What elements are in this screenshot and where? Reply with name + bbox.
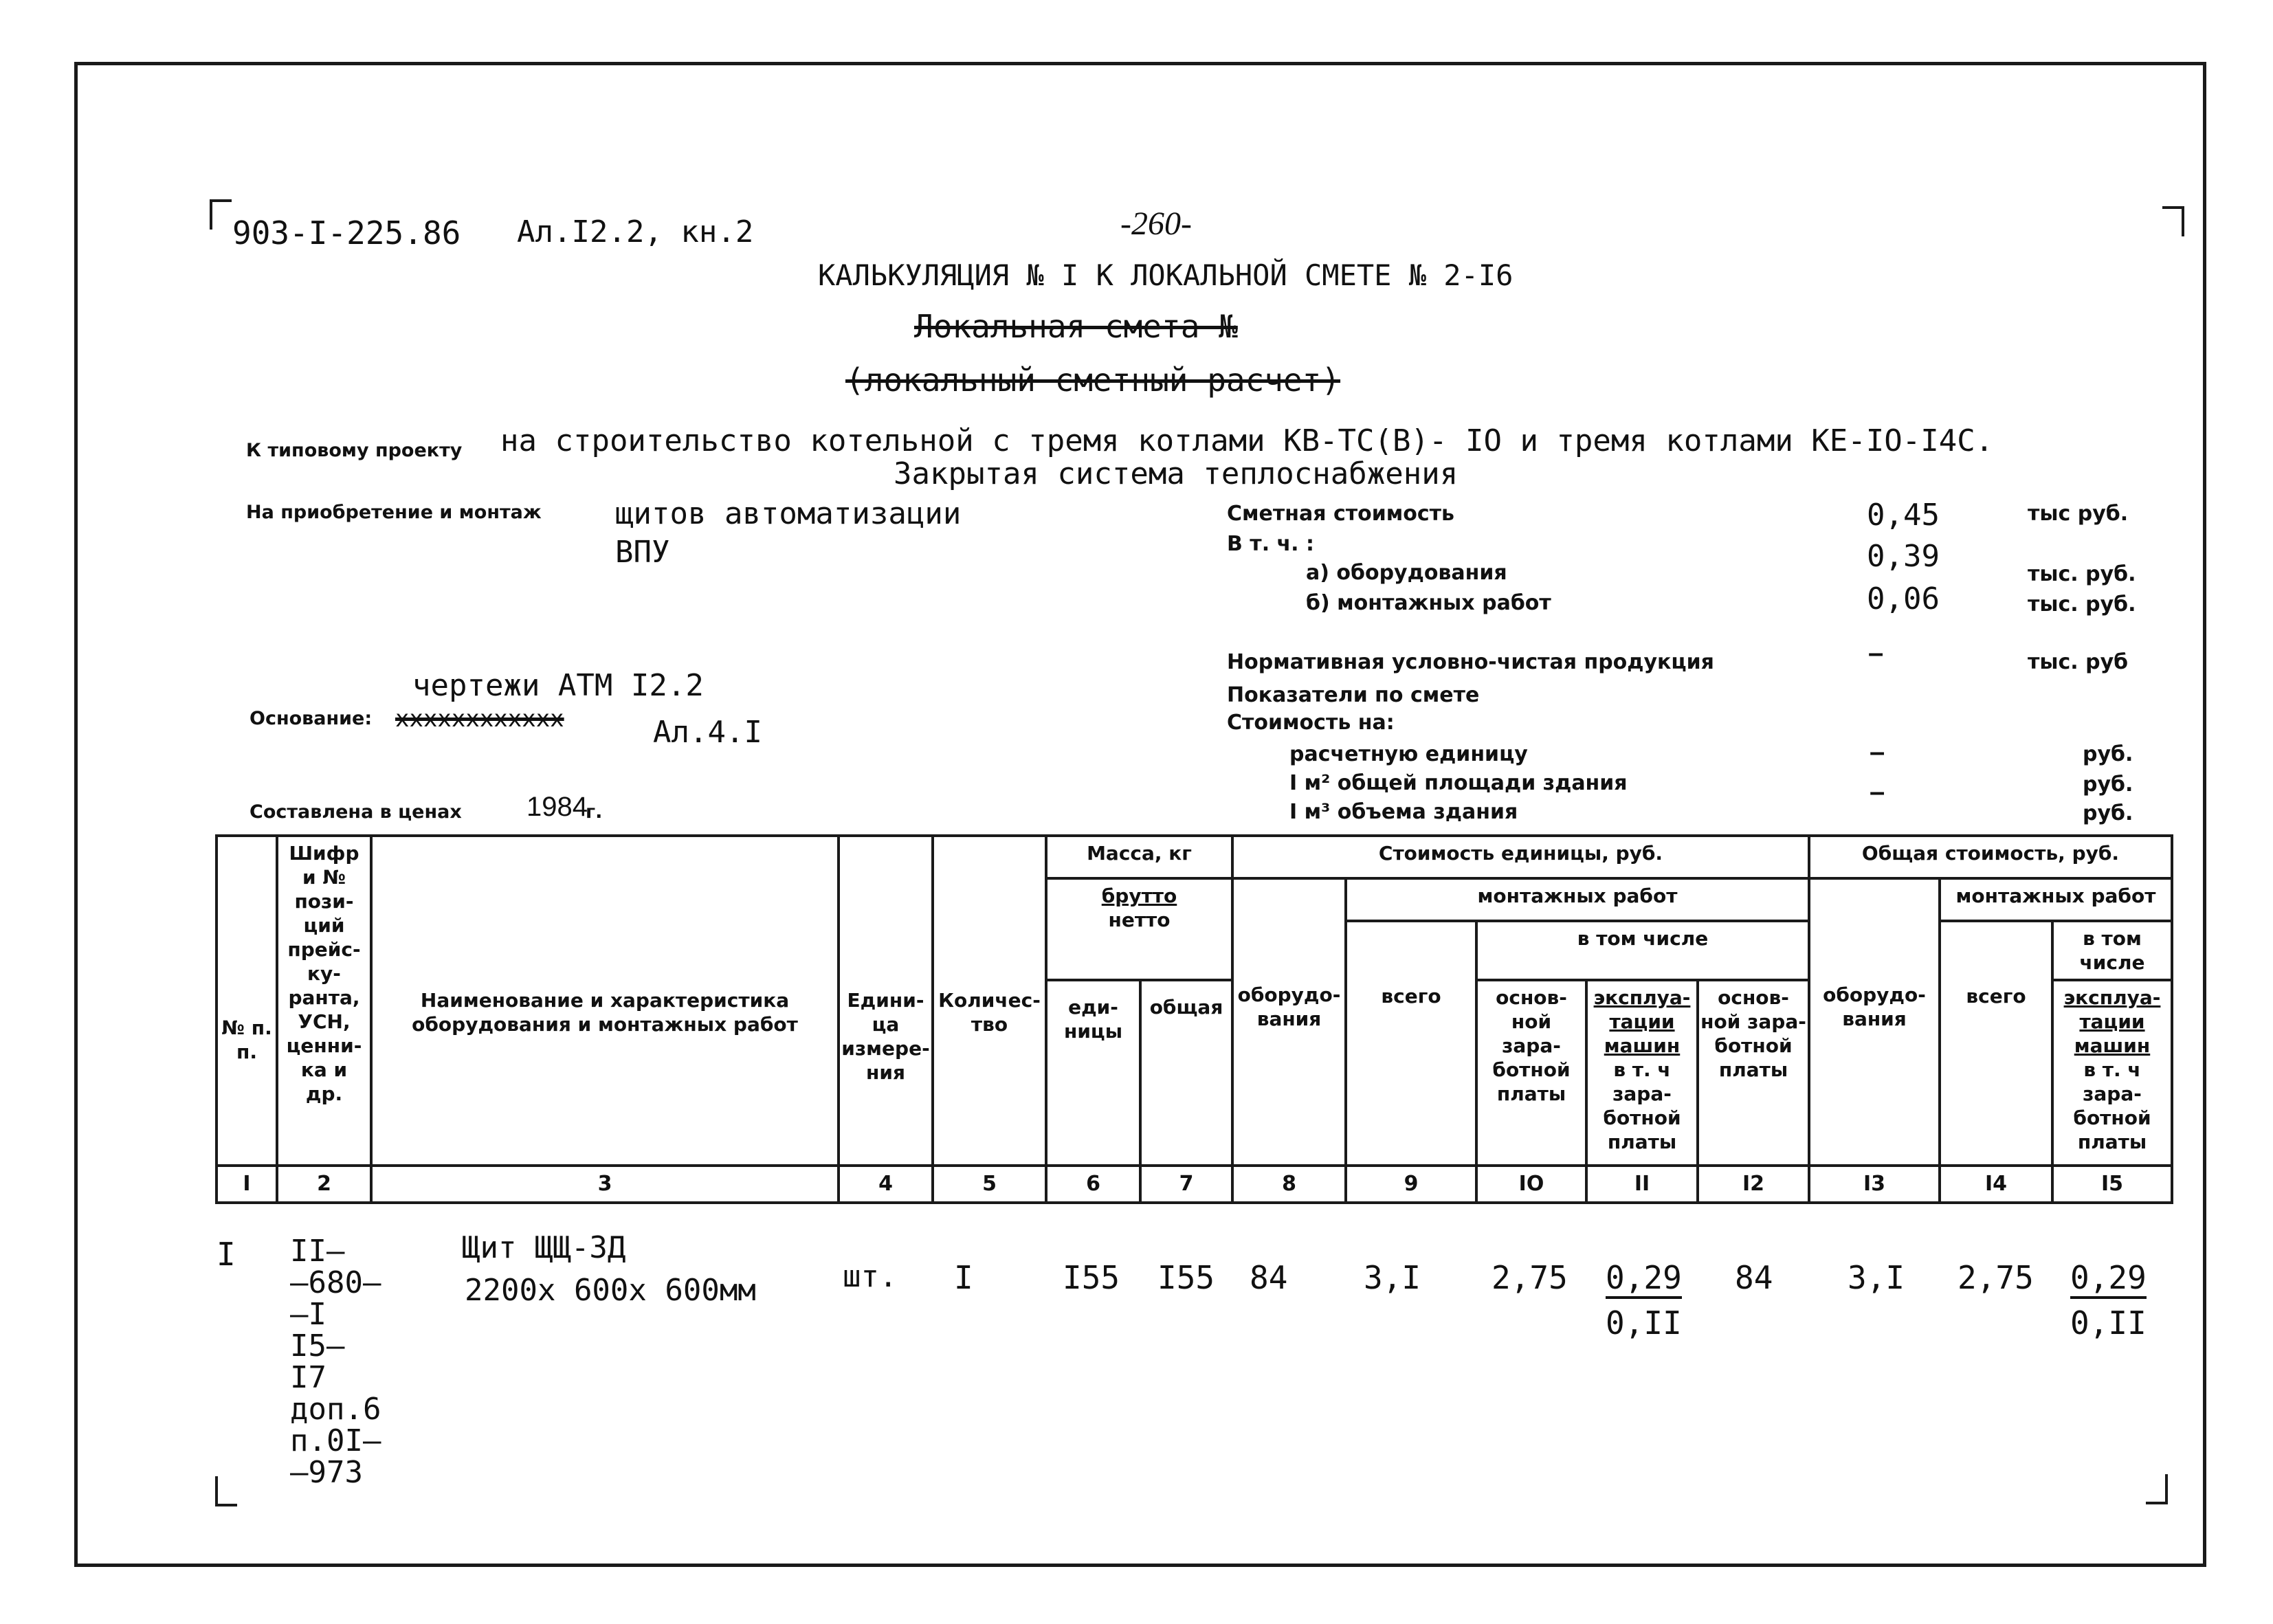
column-number: 7 [1140,1166,1232,1203]
column-number: 5 [933,1166,1046,1203]
basis-struck-text: хххххххххххх [395,705,564,733]
row-machines: 0,29 [1606,1259,1682,1299]
column-number: I4 [1940,1166,2052,1203]
basis-line-2: Ал.4.I [653,715,762,750]
row-total-equipment: 84 [1735,1259,1773,1296]
estimated-cost-unit: тыс руб. [2028,502,2129,526]
corner-mark-top-right [2162,206,2184,236]
header-total-machines: эксплуа- тации машин в т. ч зара- ботной платы [2052,980,2172,1166]
header-total-install-incl: в том числе [2052,921,2172,980]
equipment-cost-unit: тыс. руб. [2028,562,2136,586]
purpose-line-1: щитов автоматизации [615,496,962,531]
column-number: IO [1476,1166,1586,1203]
column-number: 2 [277,1166,371,1203]
row-equipment: 84 [1250,1259,1288,1296]
per-unit-value: – [1870,737,1885,767]
header-total-install: монтажных работ [1940,878,2172,921]
column-number: 8 [1232,1166,1346,1203]
header-equipment: оборудо- вания [1232,878,1346,1166]
row-install-all: 3,I [1364,1259,1421,1296]
per-area-value: – [1870,777,1885,807]
header-name: Наименование и характеристика оборудования и монтажных работ [371,836,839,1166]
album-reference: Ал.I2.2, кн.2 [517,214,754,249]
column-number: 4 [839,1166,933,1203]
struck-title-local-estimate: Локальная смета № [914,308,1238,345]
column-number: I2 [1698,1166,1809,1203]
per-area-unit: руб. [2083,772,2133,797]
estimated-cost-value: 0,45 [1867,498,1940,533]
column-number: 3 [371,1166,839,1203]
column-number: I3 [1809,1166,1940,1203]
column-number: 9 [1346,1166,1476,1203]
prices-label: Составлена в ценах [250,801,462,823]
including-label: В т. ч. : [1227,532,1314,556]
row-mass-unit: I55 [1063,1259,1120,1296]
header-qty: Количес- тво [933,836,1046,1166]
header-mass-total: общая [1140,980,1232,1166]
row-wage: 2,75 [1492,1259,1568,1296]
row-mass-total: I55 [1157,1259,1215,1296]
estimated-cost-label: Сметная стоимость [1227,502,1455,526]
install-cost-label: б) монтажных работ [1306,591,1551,615]
header-install-incl: в том числе [1476,921,1809,980]
indicators-label: Показатели по смете [1227,683,1480,707]
equipment-cost-label: а) оборудования [1306,561,1507,585]
row-name-line-1: Щит ЩЩ-ЗД [462,1230,626,1265]
row-total-machines-wage: 0,II [2070,1304,2147,1342]
net-product-value: – [1868,638,1884,668]
column-number: II [1586,1166,1698,1203]
row-name-line-2: 2200х 600х 600мм [465,1273,756,1308]
per-area-label: I м² общей площади здания [1289,771,1628,795]
doc-code: 903-I-225.86 [232,214,461,252]
header-total-install-all: всего [1940,921,2052,1166]
row-total-install-all: 3,I [1848,1259,1905,1296]
header-unit-cost: Стоимость единицы, руб. [1232,836,1809,878]
header-wage: основ- ной зара- ботной платы [1476,980,1586,1166]
header-install: монтажных работ [1346,878,1809,921]
basis-label: Основание: [250,708,373,729]
header-total-wage: основ- ной зара- ботной платы [1698,980,1809,1166]
purpose-label: На приобретение и монтаж [246,502,542,523]
header-unit: Едини- ца измере- ния [839,836,933,1166]
header-code: Шифр и № пози- ций прейс- ку- ранта, УСН, ценни- ка и др. [277,836,371,1166]
prices-year-suffix: г. [586,801,603,823]
purpose-line-2: ВПУ [615,535,670,570]
column-number-row [217,1166,2172,1203]
per-volume-unit: руб. [2083,801,2133,825]
header-total-equipment: оборудо- вания [1809,878,1940,1166]
net-product-label: Нормативная условно-чистая продукция [1227,650,1714,674]
corner-mark-top-left [210,199,232,230]
install-cost-value: 0,06 [1867,581,1940,616]
row-total-machines: 0,29 [2070,1259,2147,1299]
basis-line-1: чертежи АТМ I2.2 [412,668,704,703]
corner-mark-bottom-left [215,1476,237,1506]
cost-on-label: Стоимость на: [1227,711,1395,735]
row-unit: шт. [843,1259,898,1294]
header-brutto-netto: брутто нетто [1046,878,1232,980]
net-product-unit: тыс. руб [2028,650,2129,674]
project-label: К типовому проекту [246,440,463,461]
prices-year: 1984 [526,792,588,822]
column-number: I5 [2052,1166,2172,1203]
header-install-all: всего [1346,921,1476,1166]
row-code: II– –680– –I I5– I7 доп.6 п.0I– –973 [290,1234,381,1490]
per-unit-label: расчетную единицу [1289,742,1528,766]
header-mass-unit: еди- ницы [1046,980,1140,1166]
project-line-2: Закрытая система теплоснабжения [894,456,1459,491]
per-volume-label: I м³ объема здания [1289,800,1518,824]
header-mass: Масса, кг [1046,836,1232,878]
install-cost-unit: тыс. руб. [2028,592,2136,616]
row-qty: I [954,1259,973,1296]
per-unit-unit: руб. [2083,742,2133,766]
column-number: I [217,1166,277,1203]
struck-title-local-calculation: (локальный сметный расчет) [845,361,1341,399]
row-no: I [217,1236,236,1273]
header-total-cost: Общая стоимость, руб. [1809,836,2172,878]
corner-mark-bottom-right [2146,1474,2168,1504]
equipment-cost-value: 0,39 [1867,539,1940,574]
row-total-wage: 2,75 [1958,1259,2034,1296]
header-machines: эксплуа- тации машин в т. ч зара- ботной платы [1586,980,1698,1166]
document-title: КАЛЬКУЛЯЦИЯ № I К ЛОКАЛЬНОЙ СМЕТЕ № 2-I6 [818,258,1514,292]
header-no: № п. п. [217,836,277,1166]
project-line-1: на строительство котельной с тремя котлами КВ-ТС(В)- IO и тремя котлами КЕ-IO-I4С. [500,423,1994,458]
column-number: 6 [1046,1166,1140,1203]
row-machines-wage: 0,II [1606,1304,1682,1342]
estimate-table [215,834,2173,1204]
page-number: -260- [1120,205,1192,242]
